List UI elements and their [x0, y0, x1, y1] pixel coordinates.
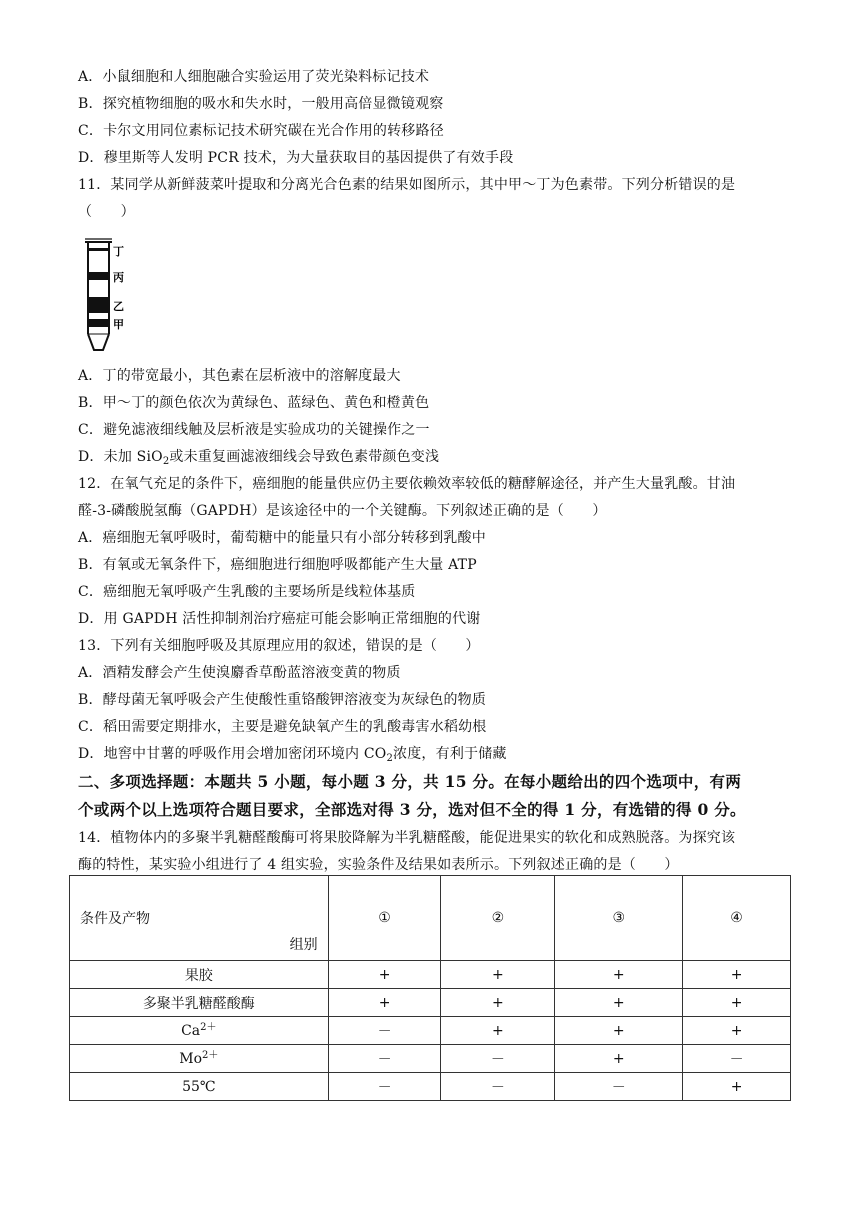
row-label-text: Ca: [181, 1022, 201, 1039]
q11-option-d: [78, 447, 439, 467]
section2-heading-line1: 二、多项选择题：本题共 5 小题，每小题 3 分，共 15 分。在每小题给出的四个选项中，有两: [78, 772, 742, 791]
band-ding: [88, 248, 109, 251]
table-cell: －: [555, 1073, 683, 1101]
q14-stem: 14．植物体内的多聚半乳糖醛酸酶可将果胶降解为半乳糖醛酸，能促进果实的软化和成熟脱落。为探究该: [78, 830, 736, 846]
q10-option-c: C．卡尔文用同位素标记技术研究碳在光合作用的转移路径: [78, 123, 444, 139]
q14-stem-line2: 酶的特性，某实验小组进行了 4 组实验，实验条件及结果如表所示。下列叙述正确的是（ ）: [78, 857, 679, 873]
band-label-jia: 甲: [113, 318, 124, 331]
q10-option-a: A．小鼠细胞和人细胞融合实验运用了荧光染料标记技术: [78, 69, 430, 85]
table-cell: +: [555, 961, 683, 989]
table-row: [70, 989, 791, 1017]
group-header: ④: [683, 876, 791, 961]
test-tube: [85, 239, 112, 350]
table-row: [70, 1017, 791, 1045]
q12-stem-line2: 醛-3-磷酸脱氢酶（GAPDH）是该途径中的一个关键酶。下列叙述正确的是（ ）: [78, 503, 607, 519]
q11-stem-bracket: （ ）: [78, 204, 135, 220]
q13-option-a: A．酒精发酵会产生使溴麝香草酚蓝溶液变黄的物质: [78, 665, 401, 681]
experiment-table: [69, 875, 791, 1101]
row-label: 果胶: [70, 961, 329, 989]
table-cell: －: [441, 1045, 555, 1073]
q12-option-b: B．有氧或无氧条件下，癌细胞进行细胞呼吸都能产生大量 ATP: [78, 557, 477, 573]
table-cell: +: [555, 1017, 683, 1045]
q12-option-a: A．癌细胞无氧呼吸时，葡萄糖中的能量只有小部分转移到乳酸中: [78, 530, 486, 546]
table-cell: +: [441, 989, 555, 1017]
band-label-bing: 丙: [113, 271, 124, 284]
row-label-sup: 2＋: [202, 1049, 219, 1061]
table-cell: +: [328, 961, 441, 989]
table-cell: －: [683, 1045, 791, 1073]
table-cell: +: [328, 989, 441, 1017]
table-cell: +: [683, 1073, 791, 1101]
table-cell: +: [441, 1017, 555, 1045]
table-row: [70, 1045, 791, 1073]
group-header: ③: [555, 876, 683, 961]
row-label-sup: 2＋: [200, 1021, 217, 1033]
q13-option-d-sub: 2: [386, 753, 394, 764]
q11-stem: 11．某同学从新鲜菠菜叶提取和分离光合色素的结果如图所示，其中甲～丁为色素带。下列分析错误的是: [78, 177, 736, 193]
table-cell: +: [683, 989, 791, 1017]
table-cell: －: [328, 1045, 441, 1073]
row-label: [70, 1017, 329, 1045]
row-label-text: Mo: [179, 1050, 203, 1067]
band-jia: [88, 319, 109, 327]
table-cell: +: [555, 1045, 683, 1073]
q12-option-d: D．用 GAPDH 活性抑制剂治疗癌症可能会影响正常细胞的代谢: [78, 611, 481, 627]
band-label-yi: 乙: [113, 300, 124, 313]
band-label-ding: 丁: [113, 245, 124, 258]
section2-heading-line2: 个或两个以上选项符合题目要求，全部选对得 3 分，选对但不全的得 1 分，有选错的得 0 分。: [78, 800, 746, 819]
q12-option-c: C．癌细胞无氧呼吸产生乳酸的主要场所是线粒体基质: [78, 584, 416, 600]
table-cell: +: [441, 961, 555, 989]
table-cell: －: [328, 1073, 441, 1101]
band-bing: [88, 272, 109, 280]
q13-option-d: [78, 744, 507, 764]
q13-option-d-pre: D．地窖中甘薯的呼吸作用会增加密闭环境内 CO: [78, 746, 387, 762]
row-label: [70, 1045, 329, 1073]
q13-option-d-post: 浓度，有利于储藏: [393, 746, 507, 762]
table-row: [70, 1073, 791, 1101]
q11-option-d-post: 或未重复画滤液细线会导致色素带颜色变浅: [169, 449, 440, 465]
corner-label-group: 组别: [289, 937, 318, 953]
q10-option-d: D．穆里斯等人发明 PCR 技术，为大量获取目的基因提供了有效手段: [78, 150, 514, 166]
q12-stem: 12．在氧气充足的条件下，癌细胞的能量供应仍主要依赖效率较低的糖酵解途径，并产生大量乳酸。甘油: [78, 476, 736, 492]
band-yi: [88, 297, 109, 313]
table-cell: －: [441, 1073, 555, 1101]
table-corner-cell: [70, 876, 329, 961]
q11-option-a: A．丁的带宽最小，其色素在层析液中的溶解度最大: [78, 368, 401, 384]
q13-option-c: C．稻田需要定期排水，主要是避免缺氧产生的乳酸毒害水稻幼根: [78, 719, 487, 735]
corner-label-conditions: 条件及产物: [80, 911, 150, 927]
q11-option-b: B．甲～丁的颜色依次为黄绿色、蓝绿色、黄色和橙黄色: [78, 395, 430, 411]
group-header: ①: [328, 876, 441, 961]
q11-option-d-sub: 2: [162, 456, 170, 467]
chromatography-figure: [82, 236, 142, 356]
table-row: [70, 961, 791, 989]
table-cell: +: [555, 989, 683, 1017]
group-header: ②: [441, 876, 555, 961]
q11-option-d-pre: D．未加 SiO: [78, 449, 163, 465]
q11-option-c: C．避免滤液细线触及层析液是实验成功的关键操作之一: [78, 422, 430, 438]
table-header-row: [70, 876, 791, 961]
table-cell: +: [683, 961, 791, 989]
row-label: 多聚半乳糖醛酸酶: [70, 989, 329, 1017]
q13-option-b: B．酵母菌无氧呼吸会产生使酸性重铬酸钾溶液变为灰绿色的物质: [78, 692, 487, 708]
q10-option-b: B．探究植物细胞的吸水和失水时，一般用高倍显微镜观察: [78, 96, 444, 112]
table-cell: －: [328, 1017, 441, 1045]
table-cell: +: [683, 1017, 791, 1045]
q13-stem: 13．下列有关细胞呼吸及其原理应用的叙述，错误的是（ ）: [78, 638, 480, 654]
row-label: 55℃: [70, 1073, 329, 1101]
